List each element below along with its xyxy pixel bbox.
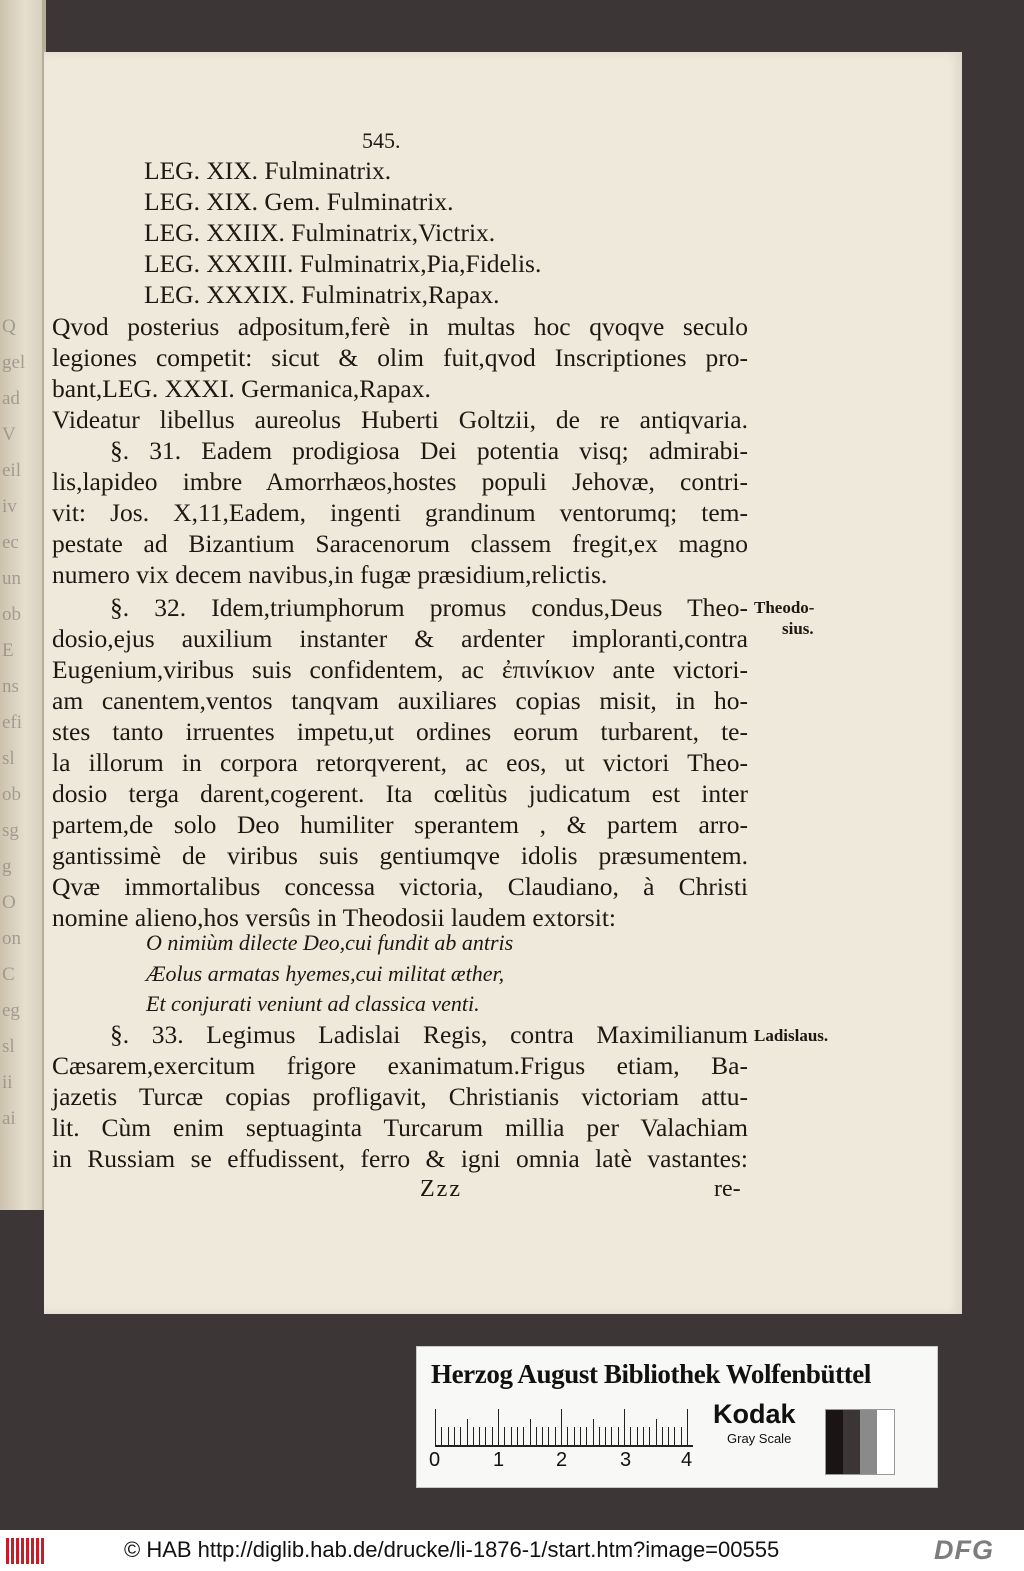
margin-note-ladislaus: Ladislaus.	[754, 1026, 829, 1045]
body-line: Eugenium,viribus suis confidentem, ac ἐπινίκιον ante victori-	[52, 655, 748, 684]
copyright-url[interactable]: © HAB http://diglib.hab.de/drucke/li-1876-1/start.htm?image=00555	[124, 1537, 780, 1562]
library-color-label	[416, 1346, 938, 1488]
ruler-tick	[605, 1427, 606, 1445]
body-line: lis,lapideo imbre Amorrhæos,hostes populi Jehovæ, contri-	[52, 467, 748, 496]
gray-swatch	[877, 1410, 894, 1474]
body-line: vit: Jos. X,11,Eadem, ingenti grandinum ventorumq; tem-	[52, 498, 748, 527]
ruler-tick	[511, 1427, 512, 1445]
kodak-logo-text: Kodak	[713, 1399, 796, 1429]
bleed-fragment: Q	[2, 316, 16, 337]
bleed-fragment: iv	[2, 496, 17, 517]
leg-line: LEG. XXIIX. Fulminatrix,Victrix.	[144, 218, 496, 247]
ruler-tick	[599, 1427, 600, 1445]
bleed-fragment: ob	[2, 604, 21, 625]
body-line: gantissimè de viribus suis gentiumqve idolis præsumentem.	[52, 841, 748, 870]
bleed-fragment: eil	[2, 460, 21, 481]
ruler-number: 1	[493, 1449, 505, 1471]
bleed-fragment: O	[2, 892, 16, 913]
ruler-tick	[454, 1427, 455, 1445]
body-line: §. 32. Idem,triumphorum promus condus,Deus Theo-	[110, 593, 748, 622]
leg-line: LEG. XIX. Gem. Fulminatrix.	[144, 187, 454, 216]
bleed-fragment: g	[2, 856, 12, 877]
bleed-fragment: ad	[2, 388, 20, 409]
body-line: Videatur libellus aureolus Huberti Goltzii, de re antiqvaria.	[52, 405, 748, 434]
ruler-tick	[618, 1427, 619, 1445]
bleed-fragment: ob	[2, 784, 21, 805]
dfg-logo: DFG	[934, 1535, 994, 1565]
bleed-fragment: ai	[2, 1108, 16, 1129]
gray-swatch	[826, 1410, 843, 1474]
ruler-tick	[435, 1409, 436, 1445]
bleed-fragment: ec	[2, 532, 19, 553]
ruler-tick	[504, 1427, 505, 1445]
ruler-tick	[536, 1427, 537, 1445]
bleed-fragment: C	[2, 964, 15, 985]
gray-swatch	[860, 1410, 877, 1474]
ruler-tick	[485, 1427, 486, 1445]
bleed-fragment: ii	[2, 1072, 13, 1093]
ruler-tick	[567, 1427, 568, 1445]
bleed-fragment: efi	[2, 712, 23, 733]
ruler-tick	[479, 1427, 480, 1445]
bleed-fragment: sl	[2, 1036, 15, 1057]
ruler-number: 3	[620, 1449, 632, 1471]
ruler-tick	[593, 1419, 594, 1445]
ruler-tick	[492, 1427, 493, 1445]
leg-line: LEG. XXXIII. Fulminatrix,Pia,Fidelis.	[144, 249, 542, 278]
gray-scale-caption: Gray Scale	[727, 1431, 792, 1446]
body-line: dosio terga darent,cogerent. Ita cœlitùs judicatum est inter	[52, 779, 748, 808]
body-line: bant,LEG. XXXI. Germanica,Rapax.	[52, 374, 431, 403]
ruler-tick	[460, 1427, 461, 1445]
ruler-tick	[548, 1427, 549, 1445]
body-line: pestate ad Bizantium Saracenorum classem fregit,ex magno	[52, 529, 748, 558]
ruler-tick	[611, 1427, 612, 1445]
catchword: re-	[714, 1176, 741, 1202]
ruler-tick	[467, 1419, 468, 1445]
body-line: partem,de solo Deo humiliter sperantem , & partem arro-	[52, 810, 748, 839]
body-line: Qvod posterius adpositum,ferè in multas hoc qvoqve seculo	[52, 312, 748, 341]
ruler-number: 4	[681, 1449, 693, 1471]
ruler-tick	[473, 1427, 474, 1445]
ruler-tick	[517, 1427, 518, 1445]
bleed-fragment: V	[2, 424, 16, 445]
body-line: numero vix decem navibus,in fugæ præsidium,relictis.	[52, 560, 608, 589]
ruler-tick	[681, 1427, 682, 1445]
ruler-tick	[441, 1427, 442, 1445]
body-line: §. 33. Legimus Ladislai Regis, contra Maximilianum	[110, 1020, 748, 1049]
ruler-tick	[523, 1427, 524, 1445]
footer-bar	[0, 1530, 1024, 1571]
body-line: Cæsarem,exercitum frigore exanimatum.Frigus etiam, Ba-	[52, 1051, 748, 1080]
ruler-tick	[656, 1419, 657, 1445]
ruler-number: 2	[556, 1449, 568, 1471]
bleed-fragment: un	[2, 568, 21, 589]
body-line: in Russiam se effudissent, ferro & igni omnia latè vastantes:	[52, 1144, 748, 1173]
ruler-tick	[448, 1427, 449, 1445]
bleed-fragment: sl	[2, 748, 15, 769]
verse-line: Et conjurati veniunt ad classica venti.	[146, 991, 480, 1016]
ruler-tick	[580, 1427, 581, 1445]
bleed-fragment: sg	[2, 820, 19, 841]
ruler-tick	[624, 1409, 625, 1445]
ruler-tick	[574, 1427, 575, 1445]
leg-line: LEG. XXXIX. Fulminatrix,Rapax.	[144, 280, 500, 309]
ruler-tick	[687, 1409, 688, 1445]
library-name: Herzog August Bibliothek Wolfenbüttel	[431, 1359, 871, 1389]
gray-swatch	[843, 1410, 860, 1474]
body-line: §. 31. Eadem prodigiosa Dei potentia visq; admirabi-	[110, 436, 748, 465]
ruler-tick	[586, 1427, 587, 1445]
body-line: legiones competit: sicut & olim fuit,qvod Inscriptiones pro-	[52, 343, 748, 372]
ruler-tick	[637, 1427, 638, 1445]
bleed-fragment: eg	[2, 1000, 20, 1021]
signature-mark: Zzz	[420, 1176, 462, 1202]
ruler-tick	[674, 1427, 675, 1445]
margin-note-theodosius-cont: sius.	[782, 619, 814, 638]
ruler-number: 0	[429, 1449, 441, 1471]
body-line: stes tanto irruentes impetu,ut ordines eorum turbarent, te-	[52, 717, 748, 746]
margin-note-theodosius: Theodo-	[754, 598, 815, 617]
verse-line: Æolus armatas hyemes,cui militat æther,	[146, 961, 505, 986]
body-line: Qvæ immortalibus concessa victoria, Claudiano, à Christi	[52, 872, 748, 901]
ruler-tick	[555, 1427, 556, 1445]
page-number: 545.	[362, 128, 401, 153]
body-line: dosio,ejus auxilium instanter & ardenter imploranti,contra	[52, 624, 748, 653]
ruler-tick	[662, 1427, 663, 1445]
bleed-fragment: on	[2, 928, 21, 949]
ruler-tick	[530, 1419, 531, 1445]
bleed-fragment: ns	[2, 676, 19, 697]
ruler-tick	[668, 1427, 669, 1445]
gray-scale-swatches	[825, 1409, 895, 1475]
ruler-tick	[649, 1427, 650, 1445]
ruler-tick	[630, 1427, 631, 1445]
ruler-tick	[561, 1409, 562, 1445]
verse-line: O nimiùm dilecte Deo,cui fundit ab antris	[146, 930, 514, 955]
body-line: lit. Cùm enim septuaginta Turcarum millia per Valachiam	[52, 1113, 748, 1142]
ruler-tick	[542, 1427, 543, 1445]
body-line: nomine alieno,hos versûs in Theodosii laudem extorsit:	[52, 903, 616, 932]
ruler-tick	[498, 1409, 499, 1445]
leg-line: LEG. XIX. Fulminatrix.	[144, 156, 392, 185]
body-line: jazetis Turcæ copias profligavit, Christianis victoriam attu-	[52, 1082, 748, 1111]
ruler-tick	[643, 1427, 644, 1445]
ruler-baseline	[435, 1445, 693, 1447]
bleed-fragment: gel	[2, 352, 26, 373]
hab-logo-icon	[6, 1538, 46, 1564]
body-line: la illorum in corpora retorqverent, ac eos, ut victori Theo-	[52, 748, 748, 777]
body-line: am canentem,ventos tanqvam auxiliares copias misit, in ho-	[52, 686, 748, 715]
bleed-fragment: E	[2, 640, 14, 661]
